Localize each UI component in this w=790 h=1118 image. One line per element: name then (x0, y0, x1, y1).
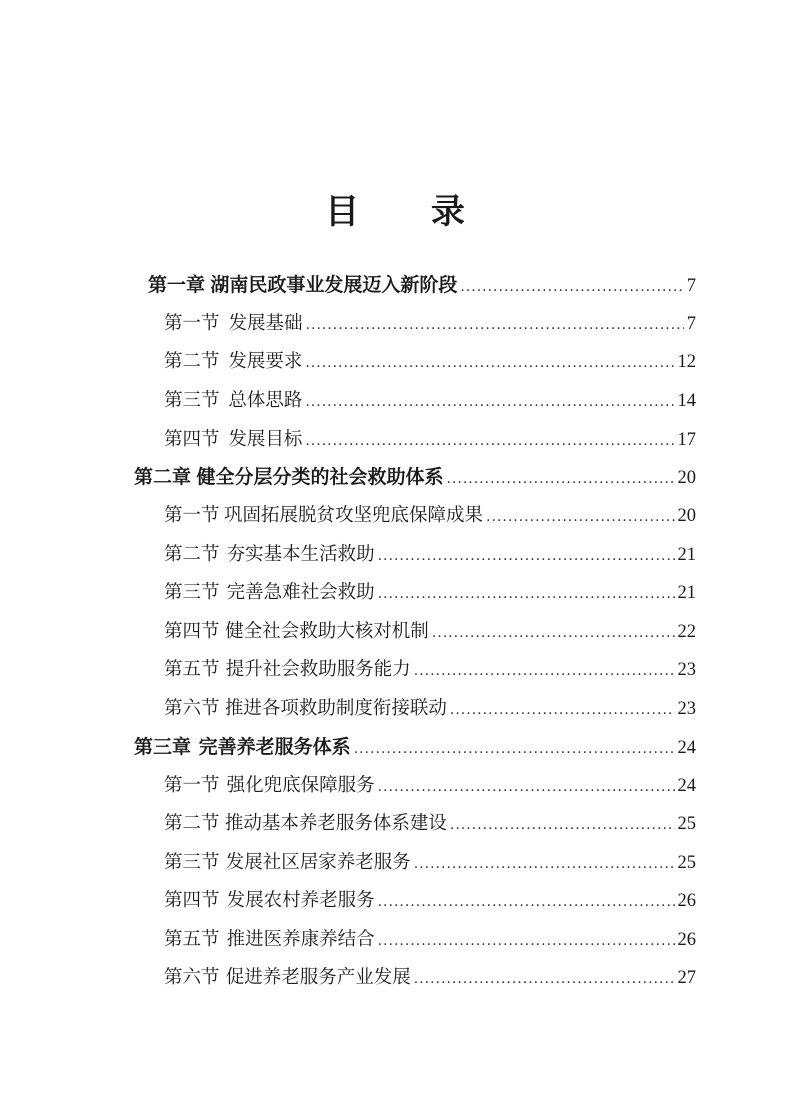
page-number: 23 (677, 660, 696, 680)
section-number: 第一节 (164, 313, 220, 334)
section-title: 健全社会救助大核对机制 (225, 621, 429, 642)
page-number: 26 (677, 930, 696, 950)
dot-leader (450, 702, 675, 718)
page-number: 17 (677, 430, 696, 450)
section-number: 第五节 (164, 659, 220, 680)
section-number: 第三节 (164, 390, 220, 411)
chapter-number: 第三章 (134, 736, 192, 758)
page-number: 25 (677, 853, 696, 873)
section-number: 第四节 (164, 429, 220, 450)
section-title: 强化兜底保障服务 (226, 775, 375, 796)
section-number: 第三节 (164, 582, 220, 603)
page-number: 22 (677, 622, 696, 642)
section-title: 发展农村养老服务 (226, 890, 375, 911)
chapter-title: 健全分层分类的社会救助体系 (196, 466, 444, 488)
section-number: 第六节 (164, 698, 220, 719)
chapter-number: 第一章 (148, 274, 206, 296)
dot-leader (414, 663, 675, 679)
toc-section-1-1[interactable] (164, 309, 696, 339)
dot-leader (378, 548, 675, 564)
page-title: 目 录 (325, 192, 495, 232)
dot-leader (354, 741, 675, 757)
section-title: 夯实基本生活救助 (226, 544, 375, 565)
chapter-number: 第二章 (134, 466, 192, 488)
section-number: 第二节 (164, 544, 220, 565)
page-number: 24 (677, 738, 696, 758)
section-title: 推动基本养老服务体系建设 (224, 813, 447, 834)
section-number: 第二节 (164, 813, 220, 834)
dot-leader (446, 471, 674, 487)
page-number: 14 (677, 391, 696, 411)
dot-leader (378, 933, 675, 949)
section-title: 促进养老服务产业发展 (225, 967, 411, 988)
page-number: 7 (686, 276, 696, 296)
toc-section-3-5[interactable] (164, 925, 696, 955)
section-number: 第六节 (164, 967, 220, 988)
section-title: 发展目标 (228, 429, 303, 450)
chapter-title: 湖南民政事业发展迈入新阶段 (210, 274, 458, 296)
dot-leader (486, 509, 674, 525)
toc-section-1-2[interactable] (164, 347, 696, 377)
toc-section-3-6[interactable] (164, 963, 696, 993)
toc-section-2-6[interactable] (164, 694, 696, 724)
chapter-title: 完善养老服务体系 (198, 736, 351, 758)
dot-leader (378, 779, 675, 795)
section-number: 第一节 (164, 775, 220, 796)
toc-section-3-4[interactable] (164, 886, 696, 916)
page-number: 24 (677, 776, 696, 796)
page-number: 23 (677, 699, 696, 719)
dot-leader (306, 317, 684, 333)
toc-section-2-5[interactable] (164, 655, 696, 685)
toc-section-2-3[interactable] (164, 578, 696, 608)
section-number: 第三节 (164, 852, 220, 873)
dot-leader (414, 971, 675, 987)
toc-section-2-4[interactable] (164, 617, 696, 647)
section-number: 第四节 (164, 890, 220, 911)
dot-leader (414, 856, 675, 872)
section-title: 发展社区居家养老服务 (225, 852, 411, 873)
toc-section-3-1[interactable] (164, 771, 696, 801)
section-title: 完善急难社会救助 (226, 582, 375, 603)
section-title: 推进各项救助制度衔接联动 (224, 698, 447, 719)
toc-section-2-2[interactable] (164, 540, 696, 570)
section-title: 发展要求 (228, 351, 303, 372)
toc-section-3-2[interactable] (164, 809, 696, 839)
dot-leader (305, 394, 674, 410)
dot-leader (305, 355, 674, 371)
section-title: 巩固拓展脱贫攻坚兜底保障成果 (224, 505, 484, 526)
toc-chapter-2[interactable] (134, 462, 696, 492)
section-title: 推进医养康养结合 (226, 929, 375, 950)
section-title: 总体思路 (228, 390, 303, 411)
section-number: 第四节 (164, 621, 220, 642)
page-number: 21 (677, 583, 696, 603)
toc-chapter-1[interactable] (148, 270, 696, 300)
section-number: 第二节 (164, 351, 220, 372)
page-number: 20 (677, 468, 696, 488)
page-number: 7 (686, 314, 696, 334)
page-number: 21 (677, 545, 696, 565)
dot-leader (378, 894, 675, 910)
dot-leader (432, 625, 675, 641)
section-number: 第一节 (164, 505, 220, 526)
page-number: 26 (677, 891, 696, 911)
section-number: 第五节 (164, 929, 220, 950)
dot-leader (460, 279, 683, 295)
toc-section-3-3[interactable] (164, 848, 696, 878)
toc-section-2-1[interactable] (164, 501, 696, 531)
page-number: 27 (677, 968, 696, 988)
dot-leader (305, 433, 674, 449)
section-title: 发展基础 (228, 313, 303, 334)
toc-section-1-3[interactable] (164, 386, 696, 416)
section-title: 提升社会救助服务能力 (225, 659, 411, 680)
page-number: 20 (677, 506, 696, 526)
dot-leader (378, 586, 675, 602)
toc-chapter-3[interactable] (134, 732, 696, 762)
toc-section-1-4[interactable] (164, 425, 696, 455)
page-number: 12 (677, 352, 696, 372)
dot-leader (450, 817, 675, 833)
page-number: 25 (677, 814, 696, 834)
